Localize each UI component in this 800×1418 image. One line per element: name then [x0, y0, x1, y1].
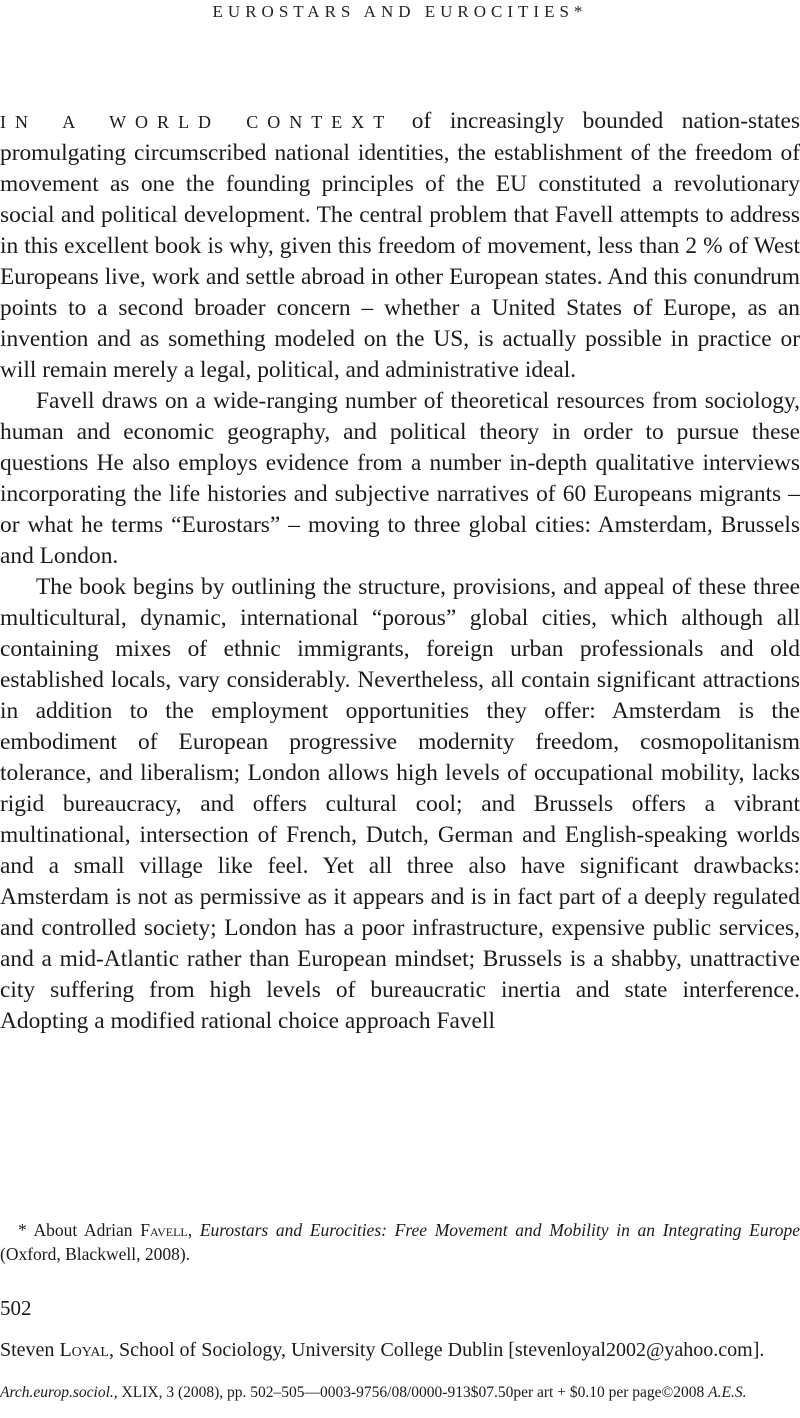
author-affiliation-text: , School of Sociology, University College Dublin [stevenloyal2002@yahoo.com]. — [109, 1339, 765, 1361]
footnote-separator: , — [187, 1220, 200, 1240]
footnote — [0, 1218, 800, 1266]
article-body — [0, 106, 800, 1037]
footnote-book-title: Eurostars and Eurocities: Free Movement and Mobility in an Integrating Europe — [199, 1220, 800, 1240]
footnote-publication: (Oxford, Blackwell, 2008). — [0, 1244, 191, 1264]
author-first-name: Steven — [0, 1339, 60, 1361]
page-number: 502 — [0, 1296, 32, 1320]
journal-citation — [0, 1384, 800, 1402]
paragraph-1-text: of increasingly bounded nation-states promulgating circumscribed national identities, the establishment of the freedom of movement as one the founding principles of the EU constituted a revolutionary social and political development. The central problem that Favell attempts to address in this excellent book is why, given this freedom of movement, less than 2 % of West Europeans live, work and settle abroad in other European states. And this conundrum points to a second broader concern – whether a United States of Europe, as an invention and as something modeled on the US, is actually possible in practice or will remain merely a legal, political, and administrative ideal. — [0, 108, 800, 383]
paragraph-3: The book begins by outlining the structure, provisions, and appeal of these three multicultural, dynamic, international “porous” global cities, which although all containing mixes of ethnic immigrants, foreign urban professionals and old established locals, vary considerably. Nevertheless, all contain significant attractions in addition to the employment opportunities they offer: Amsterdam is the embodiment of European progressive modernity freedom, cosmopolitanism tolerance, and liberalism; London allows high levels of occupational mobility, lacks rigid bureaucracy, and offers cultural cool; and Brussels offers a vibrant multinational, intersection of French, Dutch, German and English-speaking worlds and a small village like feel. Yet all three also have significant drawbacks: Amsterdam is not as permissive as it appears and is in fact part of a deeply regulated and controlled society; London has a poor infrastructure, expensive public services, and a mid-Atlantic rather than European mindset; Brussels is a shabby, unattractive city suffering from high levels of bureaucratic inertia and state interference. Adopting a modified rational choice approach Favell — [0, 574, 800, 1034]
footnote-author-surname: Favell — [140, 1220, 188, 1240]
footnote-marker: * — [18, 1220, 27, 1240]
paragraph-1 — [0, 106, 800, 386]
author-affiliation — [0, 1338, 800, 1362]
paragraph-2: Favell draws on a wide-ranging number of theoretical resources from sociology, human and economic geography, and political theory in order to pursue these questions He also employs evidence from a number in-depth qualitative interviews incorporating the life histories and subjective narratives of 60 Europeans migrants – or what he terms “Eurostars” – moving to three global cities: Amsterdam, Brussels and London. — [0, 388, 800, 569]
journal-details: , XLIX, 3 (2008), pp. 502–505—0003-9756/08/0000-913$07.50per art + $0.10 per page©2008 — [113, 1384, 709, 1401]
journal-publisher: A.E.S. — [708, 1384, 747, 1401]
running-head: EUROSTARS AND EUROCITIES* — [212, 2, 588, 21]
author-surname: Loyal — [59, 1339, 109, 1361]
journal-name: Arch.europ.sociol. — [0, 1384, 114, 1401]
footnote-prefix: About Adrian — [26, 1220, 141, 1240]
paragraph-1-lead: IN A WORLD CONTEXT — [0, 112, 394, 132]
